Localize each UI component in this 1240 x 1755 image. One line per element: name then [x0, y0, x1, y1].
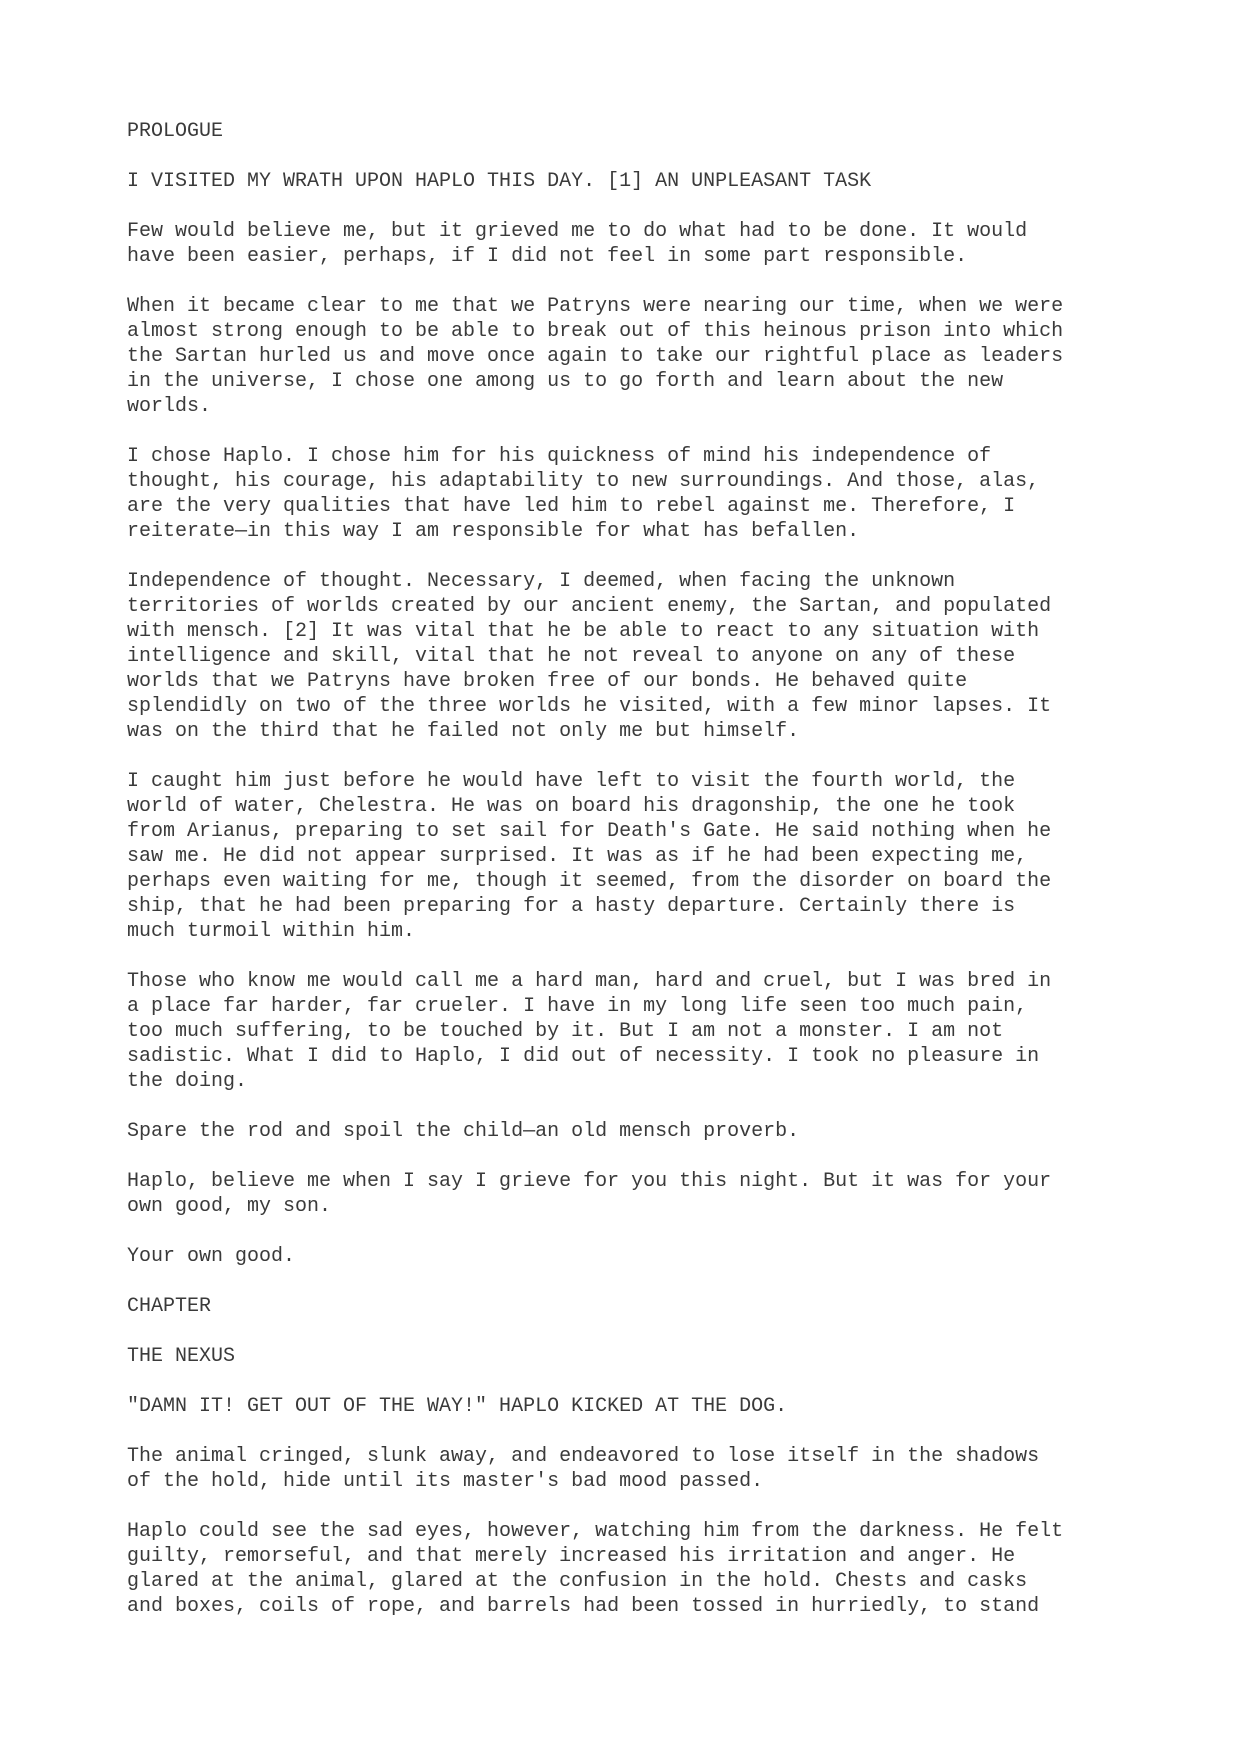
paragraph: Independence of thought. Necessary, I deemed, when facing the unknown territories of worlds created by our ancient enemy, the Sartan, and populated with mensch. [2] It was vital that he be able to react to any situation with intelligence and skill, vital that he not reveal to anyone on any of these worlds that we Patryns have broken free of our bonds. He behaved quite splendidly on two of the three worlds he visited, with a few minor lapses. It was on the third that he failed not only me but himself.	[127, 570, 1052, 743]
paragraph: Few would believe me, but it grieved me to do what had to be done. It would have been easier, perhaps, if I did not feel in some part responsible.	[127, 220, 1028, 268]
chapter-opening-line: "DAMN IT! GET OUT OF THE WAY!" HAPLO KICKED AT THE DOG.	[127, 1395, 788, 1418]
document-page	[127, 119, 1127, 1644]
paragraph: Haplo, believe me when I say I grieve for you this night. But it was for your own good, my son.	[127, 1170, 1052, 1218]
paragraph: Haplo could see the sad eyes, however, watching him from the darkness. He felt guilty, remorseful, and that merely increased his irritation and anger. He glared at the animal, glared at the confusion in the hold. Chests and casks and boxes, coils of rope, and barrels had been tossed in hurriedly, to stand	[127, 1520, 1064, 1618]
chapter-heading: CHAPTER	[127, 1295, 212, 1318]
prologue-heading: PROLOGUE	[127, 120, 224, 143]
paragraph: I caught him just before he would have left to visit the fourth world, the world of water, Chelestra. He was on board his dragonship, the one he took from Arianus, preparing to set sail for Death's Gate. He said nothing when he saw me. He did not appear surprised. It was as if he had been expecting me, perhaps even waiting for me, though it seemed, from the disorder on board the ship, that he had been preparing for a hasty departure. Certainly there is much turmoil within him.	[127, 770, 1052, 943]
prologue-subheading: I VISITED MY WRATH UPON HAPLO THIS DAY. [1] AN UNPLEASANT TASK	[127, 170, 872, 193]
paragraph: When it became clear to me that we Patryns were nearing our time, when we were almost strong enough to be able to break out of this heinous prison into which the Sartan hurled us and move once again to take our rightful place as leaders in the universe, I chose one among us to go forth and learn about the new worlds.	[127, 295, 1064, 418]
paragraph: Those who know me would call me a hard man, hard and cruel, but I was bred in a place far harder, far crueler. I have in my long life seen too much pain, too much suffering, to be touched by it. But I am not a monster. I am not sadistic. What I did to Haplo, I did out of necessity. I took no pleasure in the doing.	[127, 970, 1052, 1093]
paragraph: Your own good.	[127, 1245, 296, 1268]
paragraph: The animal cringed, slunk away, and endeavored to lose itself in the shadows of the hold, hide until its master's bad mood passed.	[127, 1445, 1040, 1493]
paragraph: I chose Haplo. I chose him for his quickness of mind his independence of thought, his courage, his adaptability to new surroundings. And those, alas, are the very qualities that have led him to rebel against me. Therefore, I reiterate—in this way I am responsible for what has befallen.	[127, 445, 1040, 543]
paragraph: Spare the rod and spoil the child—an old mensch proverb.	[127, 1120, 800, 1143]
chapter-title: THE NEXUS	[127, 1345, 236, 1368]
